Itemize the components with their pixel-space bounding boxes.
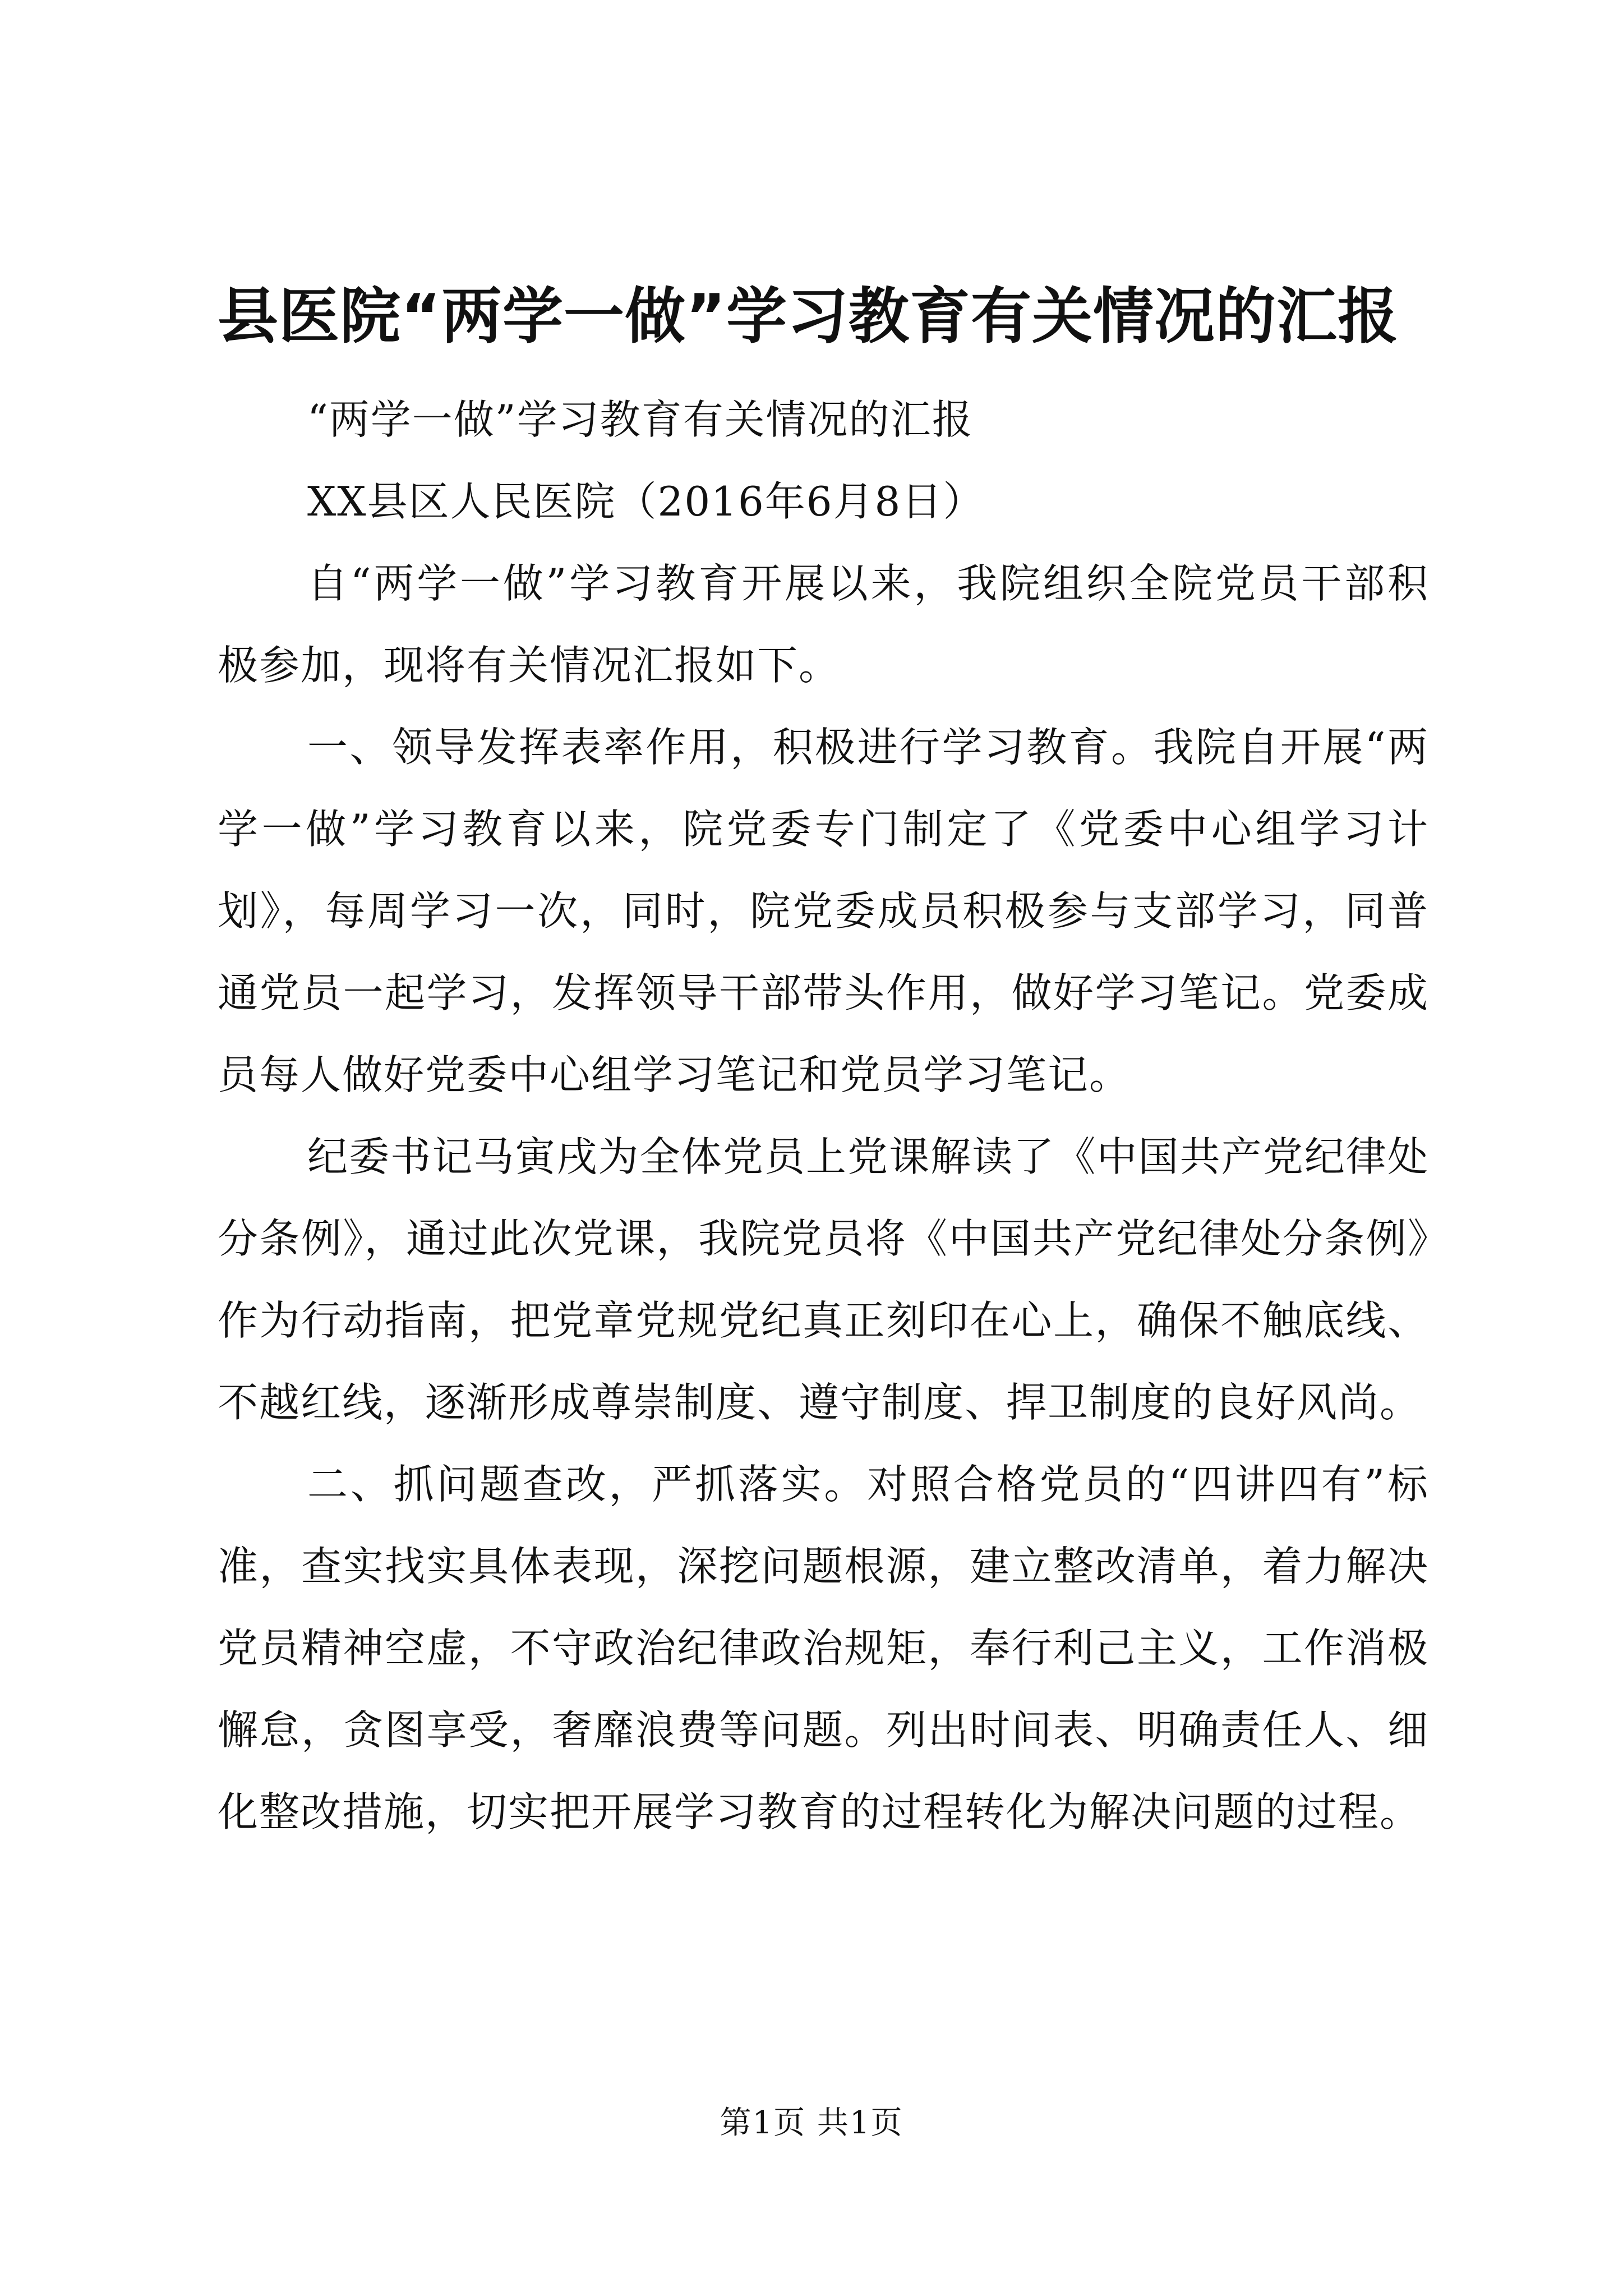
author-line: XX县区人民医院（2016年6月8日）	[307, 478, 985, 525]
paragraph-section-2: 二、抓问题查改，严抓落实。对照合格党员的“四讲四有”标准，查实找实具体表现，深挖问题根源，建立整改清单，着力解决党员精神空虚，不守政治纪律政治规矩，奉行利己主义，工作消极懈怠，贪图享受，奢靡浪费等问题。列出时间表、明确责任人、细化整改措施，切实把开展学习教育的过程转化为解决问题的过程。	[218, 1461, 1429, 1835]
document-subtitle: “两学一做”学习教育有关情况的汇报	[307, 396, 974, 443]
document-title: 县医院“两学一做”学习教育有关情况的汇报	[218, 282, 1399, 352]
page-footer: 第1页 共1页	[720, 2105, 903, 2141]
document-body	[218, 379, 1429, 1853]
paragraph-discipline-lecture: 纪委书记马寅戌为全体党员上党课解读了《中国共产党纪律处分条例》，通过此次党课，我院党员将《中国共产党纪律处分条例》作为行动指南，把党章党规党纪真正刻印在心上，确保不触底线、不越红线，逐渐形成尊崇制度、遵守制度、捍卫制度的良好风尚。	[218, 1133, 1429, 1426]
paragraph-section-1: 一、领导发挥表率作用，积极进行学习教育。我院自开展“两学一做”学习教育以来，院党委专门制定了《党委中心组学习计划》，每周学习一次，同时，院党委成员积极参与支部学习，同普通党员一起学习，发挥领导干部带头作用，做好学习笔记。党委成员每人做好党委中心组学习笔记和党员学习笔记。	[218, 724, 1429, 1098]
paragraph-intro: 自“两学一做”学习教育开展以来，我院组织全院党员干部积极参加，现将有关情况汇报如下。	[218, 560, 1429, 689]
